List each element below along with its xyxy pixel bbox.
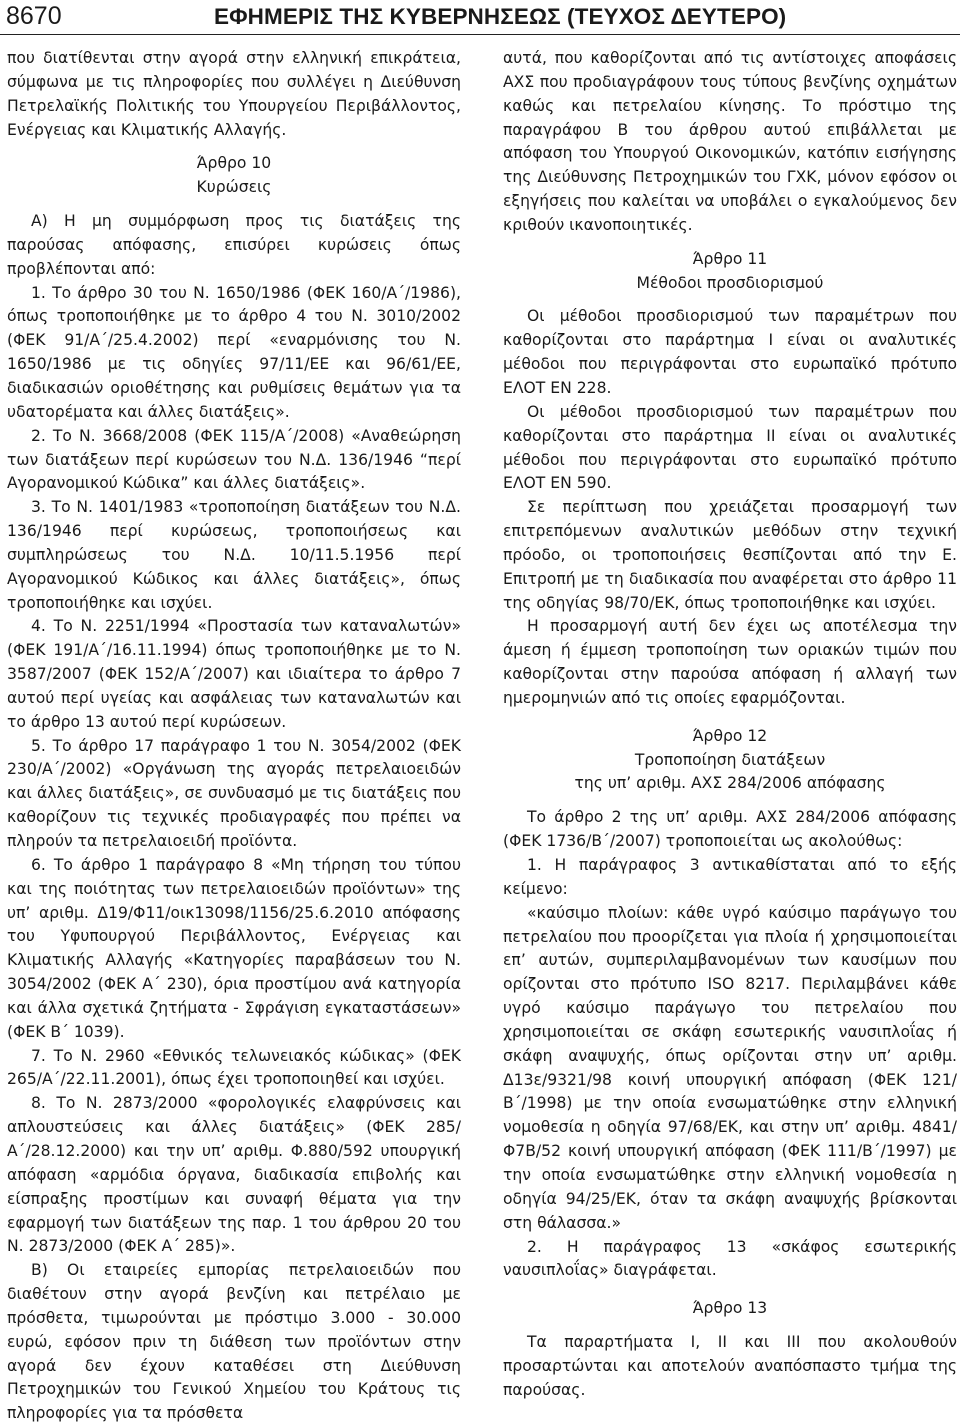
paragraph: Τα παραρτήματα Ι, ΙΙ και ΙΙΙ που ακολουθούν προσαρτώνται και αποτελούν αναπόσπαστο τμήμα της παρούσας. — [503, 1333, 957, 1399]
paragraph: 8. Το Ν. 2873/2000 «φορολογικές ελαφρύνσεις και απλουστεύσεις και άλλες διατάξεις» (ΦΕΚ 285/Α΄/28.12.2000) και την υπ’ αριθμ. Φ.880/592 υπουργική απόφαση «αρμόδια όργανα, διαδικασία επιβολής και είσπραξης προστίμων και συναφή θέματα για την εφαρμογή των διατάξεων της παρ. 1 του άρθρου 20 του Ν. 2873/2000 (ΦΕΚ Α΄ 285)». — [7, 1094, 461, 1256]
paragraph: Το άρθρο 2 της υπ’ αριθμ. ΑΧΣ 284/2006 απόφασης (ΦΕΚ 1736/Β΄/2007) τροποποιείται ως ακολούθως: — [503, 808, 957, 851]
page-header — [0, 0, 960, 35]
paragraph: 1. Το άρθρο 30 του Ν. 1650/1986 (ΦΕΚ 160/Α΄/1986), όπως τροποποιήθηκε με το άρθρο 4 του Ν. 3010/2002 (ΦΕΚ 91/Α΄/25.4.2002) περί «εναρμόνισης του Ν. 1650/1986 με τις οδηγίες 97/11/ΕΕ και 96/61/ΕΕ, διαδικασιών οριοθέτησης και ρυθμίσεις θεμάτων για τα υδατορέματα και άλλες διατάξεις». — [7, 283, 461, 421]
article-title: Τροποποίηση διατάξεων — [634, 750, 826, 769]
article-subtitle: της υπ’ αριθμ. ΑΧΣ 284/2006 απόφασης — [574, 774, 886, 793]
paragraph: Οι μέθοδοι προσδιορισμού των παραμέτρων που καθορίζονται στο παράρτημα Ι είναι οι αναλυτικές μέθοδοι που περιγράφονται στο ευρωπαϊκό πρότυπο ΕΛΟΤ ΕΝ 228. — [503, 307, 957, 397]
article-heading: Άρθρο 11 — [692, 249, 768, 268]
article-heading: Άρθρο 12 — [692, 726, 768, 745]
paragraph: 6. Το άρθρο 1 παράγραφο 8 «Μη τήρηση του τύπου και της ποιότητας των πετρελαιοειδών προϊόντων» της υπ’ αριθμ. Δ19/Φ11/οικ13098/1156/25.6.2010 απόφασης του Υφυπουργού Περιβάλλοντος, Ενέργειας και Κλιματικής Αλλαγής «Κατηγορίες παραβάσεων του Ν. 3054/2002 (ΦΕΚ Α΄ 230), όρια προστίμου ανά κατηγορία και άλλα σχετικά ζητήματα - Σφράγιση εγκαταστάσεων» (ΦΕΚ Β΄ 1039). — [7, 855, 461, 1041]
left-column — [7, 47, 461, 1423]
paragraph: 5. Το άρθρο 17 παράγραφο 1 του Ν. 3054/2002 (ΦΕΚ 230/Α΄/2002) «Οργάνωση της αγοράς πετρελαιοειδών και άλλες διατάξεις», σε συνδυασμό με τις διατάξεις που καθορίζουν τις τεχνικές προδιαγραφές που πρέπει να πληρούν τα πετρελαιοειδή προϊόντα. — [7, 736, 461, 850]
paragraph: 2. Το Ν. 3668/2008 (ΦΕΚ 115/Α΄/2008) «Αναθεώρηση των διατάξεων περί κυρώσεων του Ν.Δ. 136/1946 “περί Αγορανομικού Κώδικα” και άλλες διατάξεις». — [7, 426, 461, 493]
right-column — [503, 47, 957, 1399]
article-title: Μέθοδοι προσδιορισμού — [636, 273, 824, 292]
paragraph: 2. Η παράγραφος 13 «σκάφος εσωτερικής ναυσιπλοΐας» διαγράφεται. — [503, 1237, 957, 1280]
paragraph: Β) Οι εταιρείες εμπορίας πετρελαιοειδών που διαθέτουν στην αγορά βενζίνη και πετρέλαιο με πρόσθετα, τιμωρούνται με πρόστιμο 3.000 - 30.000 ευρώ, εφόσον πριν τη διάθεση των προϊόντων στην αγορά δεν έχουν καταθέσει στη Διεύθυνση Πετροχημικών του Γενικού Χημείου του Κράτους τις πληροφορίες για τα πρόσθετα — [7, 1261, 461, 1423]
paragraph: Α) Η μη συμμόρφωση προς τις διατάξεις της παρούσας απόφασης, επισύρει κυρώσεις όπως προβλέπονται από: — [7, 212, 461, 278]
paragraph: αυτά, που καθορίζονται από τις αντίστοιχες αποφάσεις ΑΧΣ που προδιαγράφουν τους τύπους βενζίνης οχημάτων καθώς και πετρελαίου κίνησης. Το πρόστιμο της παραγράφου Β του άρθρου αυτού επιβάλλεται με απόφαση του Υπουργού Οικονομικών, κατόπιν εισήγησης της Διεύθυνσης Πετροχημικών του ΓΧΚ, μόνον εφόσον οι εξηγήσεις που καλείται να υποβάλει ο εγκαλούμενος δεν κριθούν ικανοποιητικές. — [503, 49, 957, 234]
article-heading: Άρθρο 10 — [196, 154, 272, 173]
gazette-title: ΕΦΗΜΕΡΙΣ ΤΗΣ ΚΥΒΕΡΝΗΣΕΩΣ (ΤΕΥΧΟΣ ΔΕΥΤΕΡΟ) — [214, 4, 787, 29]
paragraph: 7. Το Ν. 2960 «Εθνικός τελωνειακός κώδικας» (ΦΕΚ 265/Α΄/22.11.2001), όπως έχει τροποποιηθεί και ισχύει. — [7, 1046, 461, 1089]
paragraph: 3. Το Ν. 1401/1983 «τροποποίηση διατάξεων του Ν.Δ. 136/1946 περί κυρώσεως, τροποποιήσεως και συμπληρώσεως του Ν.Δ. 10/11.5.1956 περί Αγορανομικού Κώδικος και άλλες διατάξεις», όπως τροποποιήθηκε και ισχύει. — [7, 498, 461, 612]
article-title: Κυρώσεις — [196, 178, 272, 197]
paragraph: που διατίθενται στην αγορά στην ελληνική επικράτεια, σύμφωνα με τις πληροφορίες που συλλέγει η Διεύθυνση Πετρελαϊκής Πολιτικής του Υπουργείου Περιβάλλοντος, Ενέργειας και Κλιματικής Αλλαγής. — [7, 49, 461, 139]
page-number: 8670 — [6, 2, 62, 30]
article-heading: Άρθρο 13 — [692, 1299, 768, 1318]
paragraph: Η προσαρμογή αυτή δεν έχει ως αποτέλεσμα την άμεση ή έμμεση τροποποίηση των οριακών τιμών που καθορίζονται στην παρούσα απόφαση ή αλλαγή των ημερομηνιών από τις οποίες εφαρμόζονται. — [503, 617, 957, 707]
paragraph: Σε περίπτωση που χρειάζεται προσαρμογή των επιτρεπόμενων αναλυτικών μεθόδων στην τεχνική πρόοδο, οι τροποποιήσεις θεσπίζονται από την Ε. Επιτροπή με τη διαδικασία που αναφέρεται στο άρθρο 11 της οδηγίας 98/70/ΕΚ, όπως τροποποιήθηκε και ισχύει. — [503, 498, 957, 612]
paragraph: Οι μέθοδοι προσδιορισμού των παραμέτρων που καθορίζονται στο παράρτημα ΙΙ είναι οι αναλυτικές μέθοδοι που περιγράφονται στο ευρωπαϊκό πρότυπο ΕΛΟΤ ΕΝ 590. — [503, 402, 957, 493]
paragraph: 4. Το Ν. 2251/1994 «Προστασία των καταναλωτών» (ΦΕΚ 191/Α΄/16.11.1994) όπως τροποποιήθηκε με το Ν. 3587/2007 (ΦΕΚ 152/Α΄/2007) και ιδιαίτερα το άρθρο 7 αυτού περί υγείας και ασφάλειας των καταναλωτών και το άρθρο 13 αυτού περί κυρώσεων. — [7, 617, 461, 731]
paragraph: 1. Η παράγραφος 3 αντικαθίσταται από το εξής κείμενο: — [503, 856, 957, 898]
paragraph: «καύσιμο πλοίων: κάθε υγρό καύσιμο παράγωγο του πετρελαίου που προορίζεται για πλοία ή χρησιμοποιείται επ’ αυτών, συμπεριλαμβανομένων των καυσίμων που ορίζονται στο πρότυπο ISO 8217. Περιλαμβάνει κάθε υγρό καύσιμο παράγωγο του πετρελαίου που χρησιμοποιείται σε σκάφη εσωτερικής ναυσιπλοΐας ή σκάφη αναψυχής, όπως ορίζονται στην υπ’ αριθμ. Δ13ε/9321/98 κοινή υπουργική απόφαση (ΦΕΚ 121/Β΄/1998) με την οποία ενσωματώθηκε στην ελληνική νομοθεσία η οδηγία 97/68/ΕΚ, και στην υπ’ αριθμ. 4841/Φ7Β/52 κοινή υπουργική απόφαση (ΦΕΚ 111/Β΄/1997) με την οποία ενσωματώθηκε στην ελληνική νομοθεσία η οδηγία 94/25/ΕΚ, όταν τα σκάφη αναψυχής βρίσκονται στη θάλασσα.» — [503, 903, 957, 1232]
